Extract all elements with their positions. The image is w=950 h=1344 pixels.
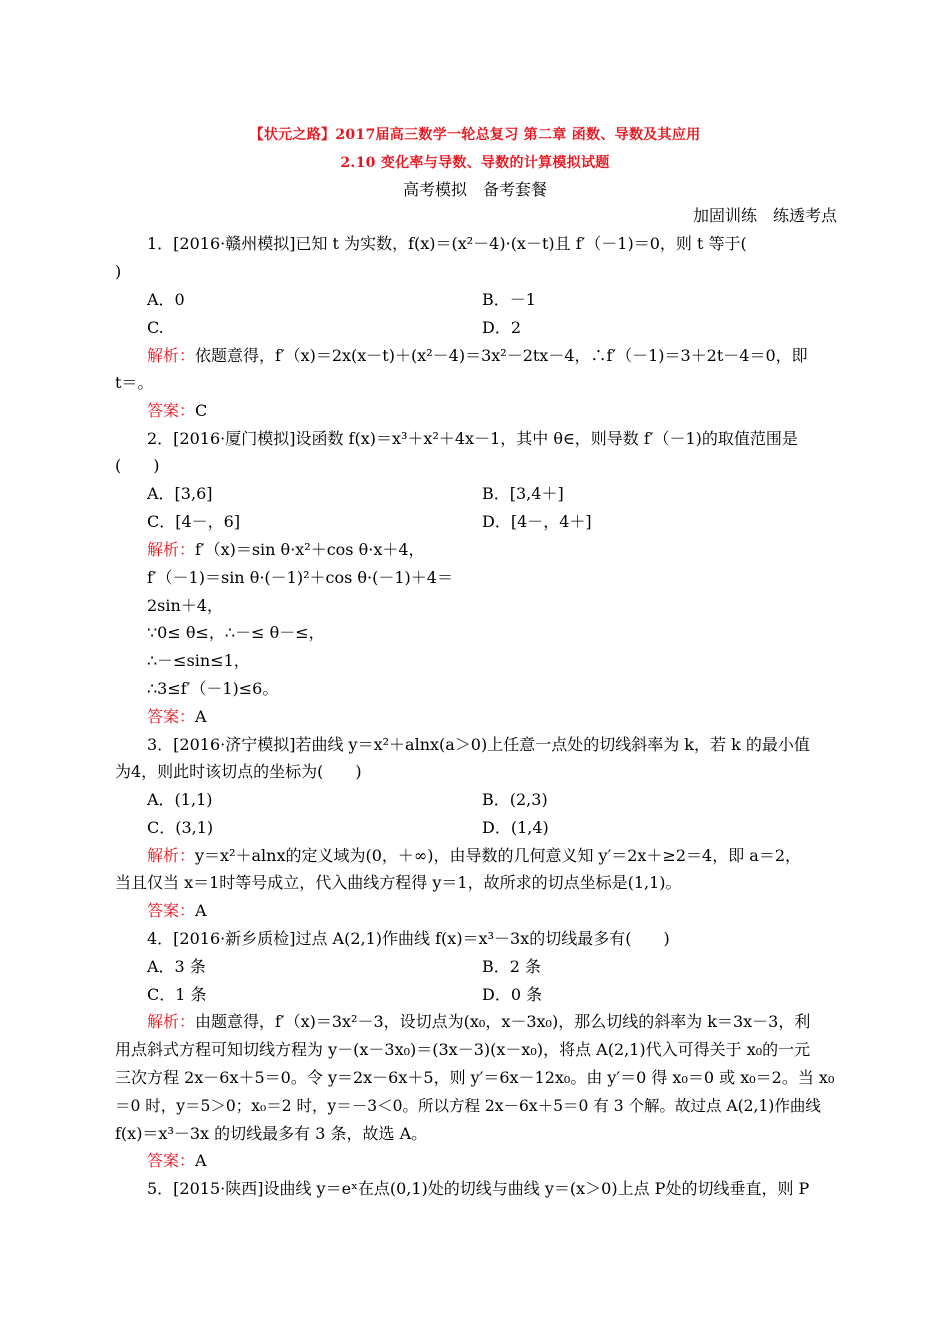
q1-answer-label: 答案： (147, 401, 196, 420)
q1-solution-cont: t＝。 (115, 373, 154, 392)
q4-solution-text: 由题意得，f′（x)＝3x²－3，设切点为(x₀，x－3x₀)，那么切线的斜率为 k＝3x－3，利 (195, 1012, 811, 1031)
q3-solution-label: 解析： (147, 846, 196, 865)
q2-answer (147, 707, 207, 727)
q4-solution-line2: 用点斜式方程可知切线方程为 y－(x－3x₀)＝(3x－3)(x－x₀)，将点 A(2,1)代入可得关于 x₀的一元 (115, 1040, 811, 1059)
q2-option-d: D．[4－，4＋] (482, 512, 592, 531)
q2-option-c: C．[4－，6] (147, 512, 241, 531)
q3-option-d: D．(1,4) (482, 818, 549, 837)
q1-solution (147, 346, 808, 366)
doc-title-line1: 【状元之路】2017届高三数学一轮总复习 第二章 函数、导数及其应用 (249, 127, 701, 143)
q4-option-a: A．3 条 (147, 957, 206, 976)
q2-option-a: A．[3,6] (147, 484, 213, 503)
q3-answer-label: 答案： (147, 901, 196, 920)
q2-option-b: B．[3,4＋] (482, 484, 564, 503)
q2-answer-label: 答案： (147, 707, 196, 726)
q3-option-a: A．(1,1) (147, 790, 213, 809)
q2-stem-cont: ( ) (115, 456, 160, 475)
q2-solution-label: 解析： (147, 540, 196, 559)
q2-solution-line3: 2sin＋4， (147, 596, 223, 615)
q4-answer-value: A (195, 1151, 207, 1170)
q1-answer-value: C (195, 401, 208, 420)
q4-solution-line5: f(x)＝x³－3x 的切线最多有 3 条，故选 A。 (115, 1124, 428, 1143)
q1-option-d: D．2 (482, 318, 522, 337)
q3-solution-cont: 当且仅当 x＝1时等号成立，代入曲线方程得 y＝1，故所求的切点坐标是(1,1)。 (115, 873, 682, 892)
q4-solution (147, 1012, 810, 1032)
q2-answer-value: A (195, 707, 207, 726)
q1-option-b: B．－1 (482, 290, 536, 309)
q1-solution-text: 依题意得，f′（x)＝2x(x－t)＋(x²－4)＝3x²－2tx－4，∴f′（－1)＝3＋2t－4＝0，即 (195, 346, 808, 365)
q4-option-d: D．0 条 (482, 985, 543, 1004)
q3-stem: 3．[2016·济宁模拟]若曲线 y＝x²＋alnx(a＞0)上任意一点处的切线斜率为 k，若 k 的最小值 (147, 735, 810, 754)
q3-stem-cont: 为4，则此时该切点的坐标为( ) (115, 762, 362, 781)
q2-solution-line4: ∵0≤ θ≤，∴－≤ θ－≤， (147, 623, 325, 642)
q4-solution-line4: ＝0 时，y＝5＞0；x₀＝2 时，y＝－3＜0。所以方程 2x－6x＋5＝0 有 3 个解。故过点 A(2,1)作曲线 (115, 1097, 821, 1115)
q3-option-c: C．(3,1) (147, 818, 214, 837)
q2-solution-text: f′（x)＝sin θ·x²＋cos θ·x＋4， (195, 540, 425, 559)
q2-solution-line6: ∴3≤f′（－1)≤6。 (147, 679, 279, 698)
q1-solution-label: 解析： (147, 346, 196, 365)
doc-title-line2: 2.10 变化率与导数、导数的计算模拟试题 (340, 155, 610, 171)
doc-subtitle: 高考模拟 备考套餐 (402, 180, 547, 199)
q1-option-a: A．0 (147, 290, 185, 309)
q1-stem-cont: ) (115, 262, 122, 281)
q3-solution (147, 846, 801, 866)
q5-stem: 5．[2015·陕西]设曲线 y＝eˣ在点(0,1)处的切线与曲线 y＝(x＞0)上点 P处的切线垂直，则 P (147, 1179, 810, 1198)
q2-solution (147, 540, 425, 560)
q4-option-c: C．1 条 (147, 985, 207, 1004)
q1-answer (147, 401, 207, 421)
q4-option-b: B．2 条 (482, 957, 542, 976)
q2-solution-line2: f′（－1)＝sin θ·(－1)²＋cos θ·(－1)＋4＝ (147, 568, 453, 587)
q3-option-b: B．(2,3) (482, 790, 548, 809)
q4-solution-line3: 三次方程 2x－6x＋5＝0。令 y＝2x－6x＋5，则 y′＝6x－12x₀。由 y′＝0 得 x₀＝0 或 x₀＝2。当 x₀ (115, 1068, 835, 1087)
doc-tag: 加固训练 练透考点 (692, 206, 837, 225)
q1-option-c: C. (147, 318, 164, 337)
q3-answer (147, 901, 207, 921)
q4-answer (147, 1151, 207, 1171)
q2-solution-line5: ∴－≤sin≤1， (147, 651, 250, 670)
q4-answer-label: 答案： (147, 1151, 196, 1170)
q1-stem: 1．[2016·赣州模拟]已知 t 为实数，f(x)＝(x²－4)·(x－t)且 f′（－1)＝0，则 t 等于( (147, 234, 747, 253)
q4-stem: 4．[2016·新乡质检]过点 A(2,1)作曲线 f(x)＝x³－3x的切线最多有( ) (147, 929, 670, 948)
q4-solution-label: 解析： (147, 1012, 196, 1031)
q3-answer-value: A (195, 901, 207, 920)
q3-solution-text: y＝x²＋alnx的定义域为(0，＋∞)，由导数的几何意义知 y′＝2x＋≥2＝4，即 a＝2， (195, 846, 802, 865)
q2-stem: 2．[2016·厦门模拟]设函数 f(x)＝x³＋x²＋4x－1，其中 θ∈，则导数 f′（－1)的取值范围是 (147, 429, 798, 448)
